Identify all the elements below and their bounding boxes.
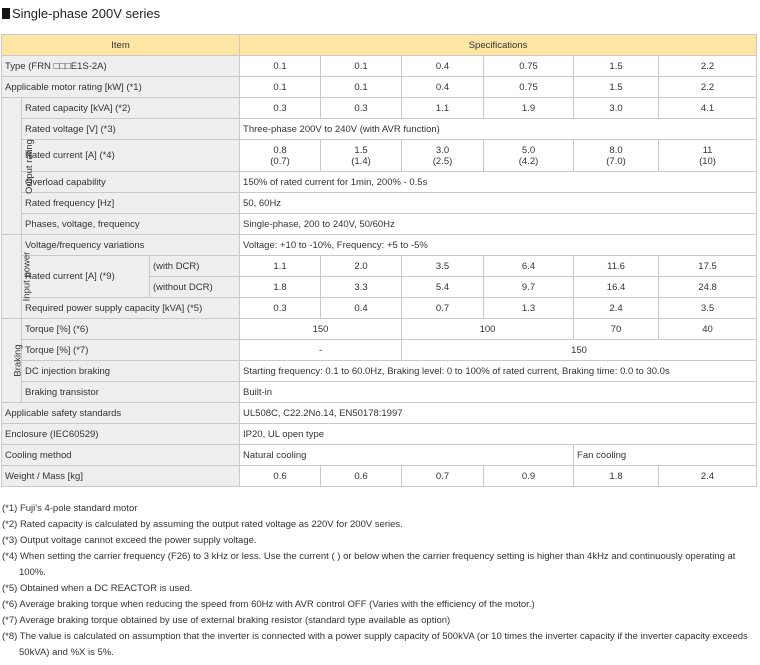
- cell: 0.4: [402, 56, 484, 77]
- footnote: (*4) When setting the carrier frequency (F26) to 3 kHz or less. Use the current ( ) or below when the carrier frequency setting is higher than 4kHz and continuously operating at 100%.: [2, 551, 736, 578]
- row-label: Rated current [A] (*4): [22, 140, 240, 172]
- cell: 1.5: [574, 77, 659, 98]
- cell: 1.1: [402, 98, 484, 119]
- header-row: [2, 35, 757, 56]
- cell: 4.1: [659, 98, 757, 119]
- cell: 0.9: [484, 466, 574, 487]
- row-label: Cooling method: [2, 445, 240, 466]
- square-bullet-icon: [2, 8, 10, 19]
- cell: 1.8: [574, 466, 659, 487]
- cell: 100: [402, 319, 574, 340]
- row-label: Applicable motor rating [kW] (*1): [2, 77, 240, 98]
- cell: 1.3: [484, 298, 574, 319]
- dc-injection-row: [2, 361, 757, 382]
- overload-row: [2, 172, 757, 193]
- cell: Built-in: [240, 382, 757, 403]
- footnote: (*5) Obtained when a DC REACTOR is used.: [2, 583, 193, 594]
- cell: 3.0 (2.5): [402, 140, 484, 172]
- row-label: Weight / Mass [kg]: [2, 466, 240, 487]
- footnote: (*8) The value is calculated on assumption that the inverter is connected with a power supply capacity of 500kVA (or 10 times the inverter capacity if the inverter capacity exceeds 50kVA) and %X is 5%.: [2, 631, 748, 658]
- header-specs: Specifications: [240, 35, 757, 56]
- cell: Three-phase 200V to 240V (with AVR function): [240, 119, 757, 140]
- cell: 0.1: [240, 56, 321, 77]
- cell: 40: [659, 319, 757, 340]
- cell: Fan cooling: [574, 445, 757, 466]
- cell: 11.6: [574, 256, 659, 277]
- footnote: (*1) Fuji's 4-pole standard motor: [2, 503, 138, 514]
- row-label: Rated voltage [V] (*3): [22, 119, 240, 140]
- sub-label: (without DCR): [150, 277, 240, 298]
- spec-table: [1, 34, 757, 487]
- type-row: [2, 56, 757, 77]
- phases-row: [2, 214, 757, 235]
- row-label: DC injection braking: [22, 361, 240, 382]
- row-label: Type (FRN □□□E1S-2A): [2, 56, 240, 77]
- cell: 2.4: [659, 466, 757, 487]
- row-label: Torque [%] (*7): [22, 340, 240, 361]
- cell: 1.5 (1.4): [321, 140, 402, 172]
- cell: 0.75: [484, 77, 574, 98]
- cell: 0.7: [402, 466, 484, 487]
- safety-row: [2, 403, 757, 424]
- footnote: (*6) Average braking torque when reducing the speed from 60Hz with AVR control OFF (Varies with the efficiency of the motor.): [2, 599, 535, 610]
- cell: 5.4: [402, 277, 484, 298]
- rated-frequency-row: [2, 193, 757, 214]
- cell: 150% of rated current for 1min, 200% - 0.5s: [240, 172, 757, 193]
- cell: 5.0 (4.2): [484, 140, 574, 172]
- cell: 1.9: [484, 98, 574, 119]
- cell: 2.4: [574, 298, 659, 319]
- cell: 24.8: [659, 277, 757, 298]
- cell: 1.8: [240, 277, 321, 298]
- cell: 6.4: [484, 256, 574, 277]
- rated-voltage-row: [2, 119, 757, 140]
- motor-row: [2, 77, 757, 98]
- enclosure-row: [2, 424, 757, 445]
- cell: 0.1: [240, 77, 321, 98]
- row-label: Phases, voltage, frequency: [22, 214, 240, 235]
- cell: IP20, UL open type: [240, 424, 757, 445]
- cell: 150: [240, 319, 402, 340]
- supply-capacity-row: [2, 298, 757, 319]
- rated-current-row: [2, 140, 757, 172]
- row-label: Braking transistor: [22, 382, 240, 403]
- weight-row: [2, 466, 757, 487]
- input-current-with-dcr-row: [2, 256, 757, 277]
- cell: UL508C, C22.2No.14, EN50178:1997: [240, 403, 757, 424]
- cooling-row: [2, 445, 757, 466]
- cell: 3.5: [402, 256, 484, 277]
- cell: 0.4: [321, 298, 402, 319]
- group-output-rating: Output rating: [2, 98, 22, 235]
- cell: 0.6: [240, 466, 321, 487]
- cell: 0.75: [484, 56, 574, 77]
- footnote: (*7) Average braking torque obtained by use of external braking resistor (standard type available as option): [2, 615, 451, 626]
- cell: 0.3: [240, 298, 321, 319]
- cell: 3.0: [574, 98, 659, 119]
- cell: 0.3: [240, 98, 321, 119]
- page-title: [2, 6, 160, 21]
- row-label: Overload capability: [22, 172, 240, 193]
- cell: 2.2: [659, 56, 757, 77]
- cell: 0.4: [402, 77, 484, 98]
- cell: 0.1: [321, 56, 402, 77]
- row-label: Enclosure (IEC60529): [2, 424, 240, 445]
- footnote: (*3) Output voltage cannot exceed the power supply voltage.: [2, 535, 257, 546]
- cell: Single-phase, 200 to 240V, 50/60Hz: [240, 214, 757, 235]
- cell: 9.7: [484, 277, 574, 298]
- cell: Starting frequency: 0.1 to 60.0Hz, Braking level: 0 to 100% of rated current, Braking time: 0.0 to 30.0s: [240, 361, 757, 382]
- header-item: Item: [2, 35, 240, 56]
- cell: 0.6: [321, 466, 402, 487]
- torque-7-row: [2, 340, 757, 361]
- footnotes: [2, 501, 757, 661]
- cell: 0.7: [402, 298, 484, 319]
- row-label: Applicable safety standards: [2, 403, 240, 424]
- cell: 1.1: [240, 256, 321, 277]
- row-label: Required power supply capacity [kVA] (*5): [22, 298, 240, 319]
- row-label: Torque [%] (*6): [22, 319, 240, 340]
- sub-label: (with DCR): [150, 256, 240, 277]
- cell: 3.3: [321, 277, 402, 298]
- cell: Natural cooling: [240, 445, 574, 466]
- heading-text: Single-phase 200V series: [12, 6, 161, 21]
- row-label: Rated capacity [kVA] (*2): [22, 98, 240, 119]
- cell: 70: [574, 319, 659, 340]
- cell: 3.5: [659, 298, 757, 319]
- torque-6-row: [2, 319, 757, 340]
- footnote: (*2) Rated capacity is calculated by assuming the output rated voltage as 220V for 200V series.: [2, 519, 403, 530]
- cell: 1.5: [574, 56, 659, 77]
- cell: -: [240, 340, 402, 361]
- cell: 8.0 (7.0): [574, 140, 659, 172]
- cell: 2.2: [659, 77, 757, 98]
- cell: 2.0: [321, 256, 402, 277]
- braking-transistor-row: [2, 382, 757, 403]
- row-label: Rated current [A] (*9): [22, 256, 150, 298]
- cell: 0.3: [321, 98, 402, 119]
- row-label: Voltage/frequency variations: [22, 235, 240, 256]
- rated-capacity-row: [2, 98, 757, 119]
- cell: 11 (10): [659, 140, 757, 172]
- variations-row: [2, 235, 757, 256]
- cell: 16.4: [574, 277, 659, 298]
- cell: 0.1: [321, 77, 402, 98]
- cell: 50, 60Hz: [240, 193, 757, 214]
- group-input-power: Input power: [2, 235, 22, 319]
- row-label: Rated frequency [Hz]: [22, 193, 240, 214]
- cell: 0.8 (0.7): [240, 140, 321, 172]
- cell: Voltage: +10 to -10%, Frequency: +5 to -5%: [240, 235, 757, 256]
- cell: 17.5: [659, 256, 757, 277]
- group-braking: Braking: [2, 319, 22, 403]
- cell: 150: [402, 340, 757, 361]
